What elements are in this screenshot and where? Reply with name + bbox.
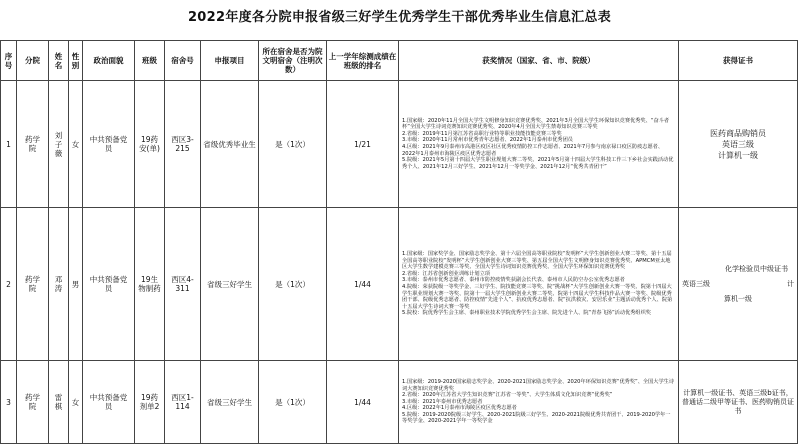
award-line: 3.市级：2020年11月常州市优秀青年志愿者、2022年1月泰州市优秀团员 <box>402 137 573 144</box>
cert-item: 化学检验员中级证书 <box>725 264 788 273</box>
cell-gender: 男 <box>69 208 83 361</box>
award-line: 3.市级：泰州市优秀志愿者、泰州市防控疫情奖获副会长代表、泰州市人民防空办公室优秀志愿者 <box>402 277 625 284</box>
cell-awards <box>399 208 679 361</box>
cert-item: 计 <box>787 279 794 288</box>
cert-item: 计算机一级 <box>718 150 758 160</box>
cell-civilized-dorm: 是（1次） <box>259 81 327 208</box>
cell-project: 省级优秀毕业生 <box>201 81 259 208</box>
header-rank: 上一学年综测成绩在班级的排名 <box>327 41 399 81</box>
cell-name: 刘子薇 <box>49 81 69 208</box>
award-line: 5.院级：2019-2020院级三好学生、2020-2021院级三好学生、2020-2021院级优秀共青团干、2019-2020学年一等奖学金、2020-2021学年一等奖学金 <box>402 411 671 425</box>
cell-civilized-dorm: 是（1次） <box>259 208 327 361</box>
cell-branch: 药学院 <box>17 361 49 444</box>
cell-certs <box>679 81 798 208</box>
award-line: 1.国家级：2019-2020国家励志奖学金、2020-2021国家励志奖学金、2020年环保知识竞赛“优秀奖”、全国大学生诗词大赛知识竞赛优秀奖 <box>402 378 675 392</box>
cell-awards <box>399 361 679 444</box>
cert-item: 英语三级 <box>722 139 754 149</box>
cell-index: 1 <box>1 81 17 208</box>
cell-dorm: 西区3-215 <box>165 81 201 208</box>
award-line: 5.院级：2021年5月第十四届大学生职业规划大赛二等奖、2021年5月第十四届大学生科技工作三下乡社会实践活动优秀个人、2021年12月三好学生、2021年12月一等奖学金、2021年12月“优秀共青团干” <box>402 157 674 170</box>
cell-index: 3 <box>1 361 17 444</box>
cell-name: 雷棋 <box>49 361 69 444</box>
header-political: 政治面貌 <box>83 41 135 81</box>
cell-branch: 药学院 <box>17 81 49 208</box>
header-index: 序号 <box>1 41 17 81</box>
award-line: 4.区级：2022年1月泰州市海陵区疫区优秀志愿者 <box>402 405 517 412</box>
award-line: 2.省级：江苏省创新创业训练计划立项 <box>402 270 490 277</box>
cell-class: 19生物制药 <box>135 208 165 361</box>
cell-rank: 1/44 <box>327 361 399 444</box>
cell-class: 19药安(单) <box>135 81 165 208</box>
cell-rank: 1/21 <box>327 81 399 208</box>
cell-class: 19药剂单2 <box>135 361 165 444</box>
award-line: 3.市级：2021年泰州市优秀志愿者 <box>402 398 483 405</box>
cell-branch: 药学院 <box>17 208 49 361</box>
cell-certs: 计算机一级证书、英语三级b证书，普通话二级甲等证书、医药购销员证书 <box>679 361 798 444</box>
award-line: 5.院校：院优秀学生会主席、泰州职业技术学院优秀学生会主席、院先进个人、院“青春飞扬”活动优秀组织奖 <box>402 310 651 317</box>
award-line: 1.国家级：2020年11月全国大学生文明修身知识竞赛优秀奖、2021年3月全国大学生环保知识竞赛优秀奖、“奋斗者杯”全国大学生诗词竞赛知识竞赛优秀奖、2020年4月全国大学生禁毒知识竞赛三等奖 <box>402 117 670 131</box>
cert-item: 算机一级 <box>724 294 752 303</box>
cert-item: 英语三级 <box>682 279 710 288</box>
award-line: 2.省级：2019年11月第江苏省高职行业特等职业技能技能竞赛三等奖 <box>402 130 562 137</box>
header-gender: 性别 <box>69 41 83 81</box>
award-line: 2.省级：2020年江苏省大学生知识竞赛“江苏省一等奖”、大学生体质文化知识竞赛“优秀奖” <box>402 392 613 399</box>
cell-political: 中共预备党员 <box>83 81 135 208</box>
cell-index: 2 <box>1 208 17 361</box>
header-branch: 分院 <box>17 41 49 81</box>
cell-project: 省级三好学生 <box>201 361 259 444</box>
cell-dorm: 西区4-311 <box>165 208 201 361</box>
cell-dorm: 西区1-114 <box>165 361 201 444</box>
award-line: 4.区级：2021年9月泰州市高港区疫区社区优秀疫情防控工作志愿者、2021年7月参与南京禄口疫区防疫志愿者、2022年1月泰州市海陵区疫区优秀志愿者 <box>402 144 664 157</box>
cell-name: 邓涛 <box>49 208 69 361</box>
header-name: 姓名 <box>49 41 69 81</box>
summary-table <box>0 40 798 444</box>
header-dorm: 宿舍号 <box>165 41 201 81</box>
header-class: 班级 <box>135 41 165 81</box>
cell-political: 中共预备党员 <box>83 361 135 444</box>
cell-political: 中共预备党员 <box>83 208 135 361</box>
award-line: 1.国家级：国家奖学金、国家励志奖学金、第十六届全国高等职业院校“发明杯”大学生创新创业大赛二等奖、第十五届全国高等职业院校“发明杯”大学生创新创业大赛三等奖、第五届全国大学生文明修身知识竞赛优秀奖、APMCM亚太地区大学生数学建模竞赛三等奖、全国大学生诗词知识竞赛优秀奖、全国大学生环保知识竞赛优秀奖 <box>402 251 672 271</box>
header-certs: 获得证书 <box>679 41 798 81</box>
table-row <box>1 361 798 444</box>
cell-gender: 女 <box>69 81 83 208</box>
cell-project: 省级三好学生 <box>201 208 259 361</box>
header-civilized-dorm: 所在宿舍是否为院文明宿舍（注明次数） <box>259 41 327 81</box>
header-project: 申报项目 <box>201 41 259 81</box>
cell-gender: 女 <box>69 361 83 444</box>
award-line: 4.院级：荣获院级一等奖学金、三好学生、院技能竞赛三等奖、院“挑战杯”大学生创新创业大赛一等奖、院第十四届大学生职业规划大赛一等奖、院第十一届大学生创新创业大赛二等奖、院第十四届大学生科技作品大赛一等奖、院级优秀团干部、院级优秀志愿者、防控疫情“先进个人”、抗疫优秀志愿者、院“抗洪救灾、安居乐业”主题活动优秀个人、院第十五届大学生诗词大赛一等奖 <box>402 284 673 310</box>
header-row <box>1 41 798 81</box>
cell-rank: 1/44 <box>327 208 399 361</box>
cert-item: 医药商品购销员 <box>710 128 766 138</box>
table-row <box>1 81 798 208</box>
page-title: 2022年度各分院申报省级三好学生优秀学生干部优秀毕业生信息汇总表 <box>187 10 612 25</box>
table-row <box>1 208 798 361</box>
cell-certs <box>679 208 798 361</box>
cell-civilized-dorm: 是（1次） <box>259 361 327 444</box>
cell-awards <box>399 81 679 208</box>
header-awards: 获奖情况（国家、省、市、院级） <box>399 41 679 81</box>
